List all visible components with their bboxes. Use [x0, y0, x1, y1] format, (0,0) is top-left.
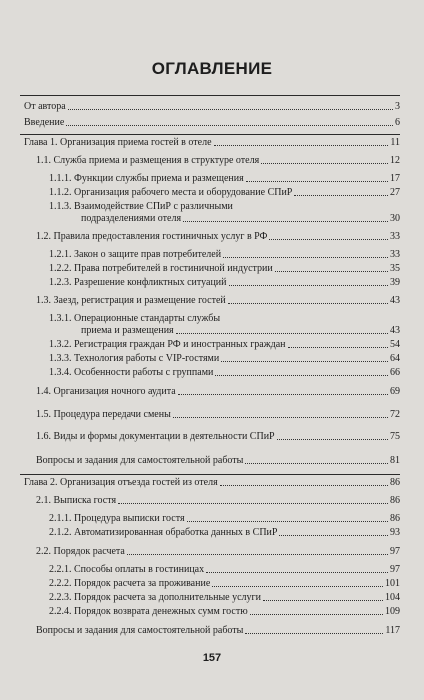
toc-entry[interactable]: Вопросы и задания для самостоятельной работы 117 — [36, 625, 400, 636]
toc-entry[interactable]: Введение 6 — [24, 117, 400, 128]
toc-heading: ОГЛАВЛЕНИЕ — [151, 59, 273, 78]
toc-entry[interactable]: 2.2.3. Порядок расчета за дополнительные услуги 104 — [49, 592, 400, 603]
top-rule — [20, 95, 400, 96]
toc-entry[interactable]: 1.1. Служба приема и размещения в структуре отеля 12 — [36, 155, 400, 166]
toc-entry[interactable]: 1.3. Заезд, регистрация и размещение гостей 43 — [36, 295, 400, 306]
toc-entry[interactable]: 1.2.1. Закон о защите прав потребителей 33 — [49, 249, 400, 260]
toc-entry[interactable]: 1.2.2. Права потребителей в гостиничной индустрии 35 — [49, 263, 400, 274]
toc-entry[interactable]: 2.1.1. Процедура выписки гостя 86 — [49, 513, 400, 524]
toc-entry[interactable]: 1.4. Организация ночного аудита 69 — [36, 386, 400, 397]
toc-entry[interactable]: Глава 1. Организация приема гостей в отеле 11 — [24, 137, 400, 148]
section-rule — [20, 474, 400, 475]
toc-entry[interactable]: 2.2. Порядок расчета 97 — [36, 546, 400, 557]
toc-entry[interactable]: 2.1.2. Автоматизированная обработка данных в СПиР 93 — [49, 527, 400, 538]
toc-entry[interactable]: 1.5. Процедура передачи смены 72 — [36, 409, 400, 420]
page-number: 157 — [202, 652, 222, 664]
toc-entry[interactable]: 1.6. Виды и формы документации в деятельности СПиР 75 — [36, 431, 400, 442]
toc-entry[interactable]: 2.2.4. Порядок возврата денежных сумм гостю 109 — [49, 606, 400, 617]
toc-entry[interactable]: 1.2.3. Разрешение конфликтных ситуаций 39 — [49, 277, 400, 288]
toc-entry[interactable]: подразделениями отеля 30 — [81, 213, 400, 224]
toc-entry[interactable]: 1.3.4. Особенности работы с группами 66 — [49, 367, 400, 378]
toc-entry[interactable]: 1.3.2. Регистрация граждан РФ и иностранных граждан 54 — [49, 339, 400, 350]
toc-entry-first-line[interactable]: 1.3.1. Операционные стандарты службы — [49, 313, 221, 324]
toc-entry[interactable]: От автора 3 — [24, 101, 400, 112]
toc-entry[interactable]: 1.1.2. Организация рабочего места и оборудование СПиР 27 — [49, 187, 400, 198]
toc-entry[interactable]: 1.2. Правила предоставления гостиничных услуг в РФ 33 — [36, 231, 400, 242]
toc-entry[interactable]: 2.2.2. Порядок расчета за проживание 101 — [49, 578, 400, 589]
toc-entry[interactable]: 1.3.3. Технология работы с VIP-гостями 64 — [49, 353, 400, 364]
toc-entry[interactable]: Вопросы и задания для самостоятельной работы 81 — [36, 455, 400, 466]
toc-entry[interactable]: приема и размещения 43 — [81, 325, 400, 336]
section-rule — [20, 134, 400, 135]
toc-entry[interactable]: Глава 2. Организация отъезда гостей из отеля 86 — [24, 477, 400, 488]
toc-entry[interactable]: 2.1. Выписка гостя 86 — [36, 495, 400, 506]
toc-entry[interactable]: 2.2.1. Способы оплаты в гостиницах 97 — [49, 564, 400, 575]
toc-entry-first-line[interactable]: 1.1.3. Взаимодействие СПиР с различными — [49, 201, 233, 212]
toc-entry[interactable]: 1.1.1. Функции службы приема и размещения 17 — [49, 173, 400, 184]
